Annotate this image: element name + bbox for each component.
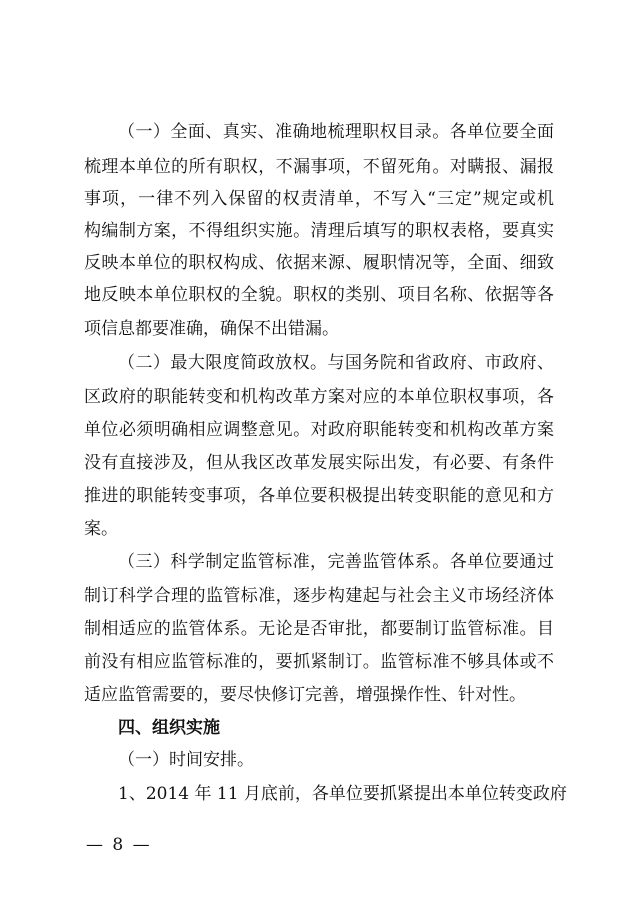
paragraph-1-line-6: 地反映本单位职权的全貌。职权的类别、项目名称、依据等各 [84,285,554,305]
paragraph-3-line-5: 适应监管需要的，要尽快修订完善，增强操作性、针对性。 [84,685,526,705]
paragraph-1-line-3: 事项，一律不列入保留的权责清单，不写入“三定”规定或机 [84,189,554,209]
paragraph-2-line-1: （二）最大限度简政放权。与国务院和省政府、市政府、 [118,353,554,373]
paragraph-2-line-5: 推进的职能转变事项，各单位要积极提出转变职能的意见和方 [84,486,554,506]
paragraph-2-line-6: 案。 [84,519,118,539]
paragraph-3-line-3: 制相适应的监管体系。无论是否审批，都要制订监管标准。目 [84,619,554,639]
paragraph-2-line-2: 区政府的职能转变和机构改革方案对应的本单位职权事项，各 [84,387,554,407]
paragraph-3-line-2: 制订科学合理的监管标准，逐步构建起与社会主义市场经济体 [84,586,554,606]
page-number: — 8 — [86,835,152,855]
paragraph-3-line-4: 前没有相应监管标准的，要抓紧制订。监管标准不够具体或不 [84,652,554,672]
paragraph-3-line-1: （三）科学制定监管标准，完善监管体系。各单位要通过 [118,552,554,572]
paragraph-2-line-3: 单位必须明确相应调整意见。对政府职能转变和机构改革方案 [84,420,554,440]
paragraph-1-line-2: 梳理本单位的所有职权，不漏事项，不留死角。对瞒报、漏报 [84,157,554,177]
paragraph-1-line-1: （一）全面、真实、准确地梳理职权目录。各单位要全面 [118,122,554,142]
paragraph-1-line-7: 项信息都要准确，确保不出错漏。 [84,319,339,339]
section-heading: 四、组织实施 [118,718,220,738]
subheading: （一）时间安排。 [118,750,254,770]
paragraph-2-line-4: 没有直接涉及，但从我区改革发展实际出发，有必要、有条件 [84,453,554,473]
paragraph-1-line-5: 反映本单位的职权构成、依据来源、履职情况等，全面、细致 [84,253,554,273]
item-line: 1、2014 年 11 月底前，各单位要抓紧提出本单位转变政府 [118,784,567,804]
paragraph-1-line-4: 构编制方案，不得组织实施。清理后填写的职权表格，要真实 [84,221,554,241]
